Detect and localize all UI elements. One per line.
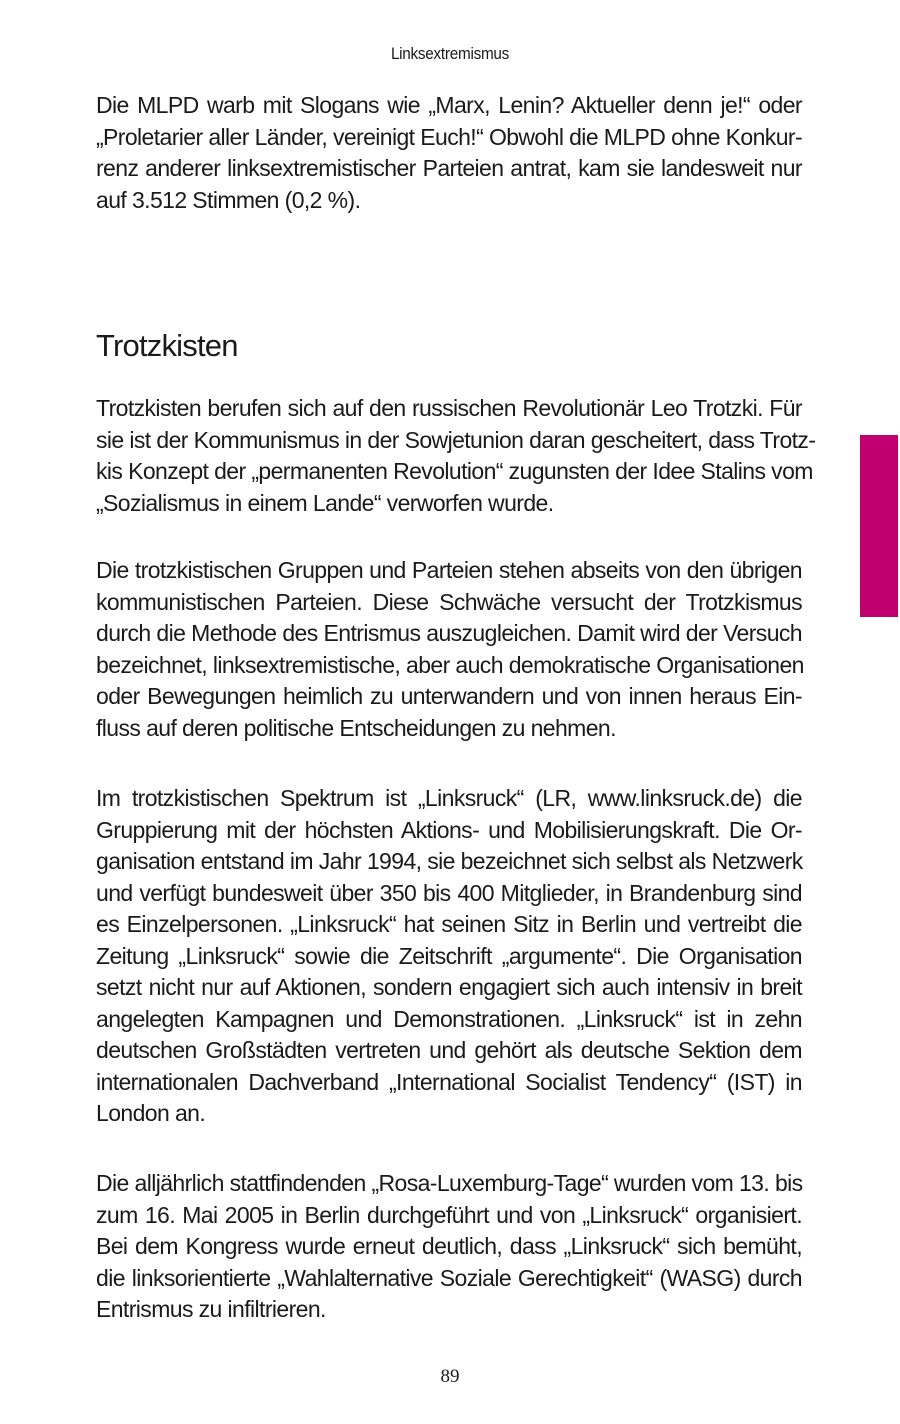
paragraph-trotzkisten-intro bbox=[96, 393, 816, 519]
text-line: kis Konzept der „permanenten Revolution“ zugunsten der Idee Stalins vom bbox=[96, 458, 813, 484]
text-line: fluss auf deren politische Entscheidungen zu nehmen. bbox=[96, 714, 616, 741]
text-line: internationalen Dachverband „International Socialist Tendency“ (IST) in bbox=[96, 1068, 802, 1095]
text-line: Bei dem Kongress wurde erneut deutlich, dass „Linksruck“ sich bemüht, bbox=[96, 1233, 802, 1259]
text-line: deutschen Großstädten vertreten und gehört als deutsche Sektion dem bbox=[96, 1037, 802, 1063]
text-line: angelegten Kampagnen und Demonstrationen. „Linksruck“ ist in zehn bbox=[96, 1005, 802, 1032]
text-line: Entrismus zu infiltrieren. bbox=[96, 1296, 326, 1322]
text-line: „Sozialismus in einem Lande“ verworfen wurde. bbox=[96, 489, 554, 516]
text-line: kommunistischen Parteien. Diese Schwäche versucht der Trotzkismus bbox=[96, 588, 802, 615]
text-line: sie ist der Kommunismus in der Sowjetunion daran gescheitert, dass Trotz- bbox=[96, 426, 816, 453]
text-line: „Proletarier aller Länder, vereinigt Euch!“ Obwohl die MLPD ohne Konkur- bbox=[96, 123, 802, 150]
text-line: zum 16. Mai 2005 in Berlin durchgeführt und von „Linksruck“ organisiert. bbox=[96, 1201, 802, 1228]
text-line: setzt nicht nur auf Aktionen, sondern engagiert sich auch intensiv in breit bbox=[96, 974, 802, 1000]
paragraph-entrismus bbox=[96, 555, 802, 744]
page-number: 89 bbox=[440, 1366, 460, 1387]
chapter-tab-marker bbox=[860, 435, 898, 617]
paragraph-linksruck bbox=[96, 783, 802, 1130]
running-head: Linksextremismus bbox=[390, 44, 510, 63]
text-line: es Einzelpersonen. „Linksruck“ hat seinen Sitz in Berlin und vertreibt die bbox=[96, 911, 802, 937]
text-line: Trotzkisten berufen sich auf den russischen Revolutionär Leo Trotzki. Für bbox=[96, 395, 802, 421]
text-line: durch die Methode des Entrismus auszugleichen. Damit wird der Versuch bbox=[96, 620, 802, 646]
section-heading: Trotzkisten bbox=[96, 328, 238, 363]
text-line: Die alljährlich stattfindenden „Rosa-Luxemburg-Tage“ wurden vom 13. bis bbox=[96, 1170, 803, 1196]
text-line: Die trotzkistischen Gruppen und Parteien stehen abseits von den übrigen bbox=[96, 557, 802, 583]
text-line: ganisation entstand im Jahr 1994, sie bezeichnet sich selbst als Netzwerk bbox=[96, 848, 803, 874]
text-line: oder Bewegungen heimlich zu unterwandern und von innen heraus Ein- bbox=[96, 683, 802, 709]
text-line: auf 3.512 Stimmen (0,2 %). bbox=[96, 186, 361, 213]
text-line: Zeitung „Linksruck“ sowie die Zeitschrift „argumente“. Die Organisation bbox=[96, 942, 802, 969]
text-line: und verfügt bundesweit über 350 bis 400 Mitglieder, in Brandenburg sind bbox=[96, 879, 802, 906]
paragraph-rosa-luxemburg-tage bbox=[96, 1168, 802, 1326]
text-line: Gruppierung mit der höchsten Aktions- und Mobilisierungskraft. Die Or- bbox=[96, 816, 802, 843]
text-line: Die MLPD warb mit Slogans wie „Marx, Lenin? Aktueller denn je!“ oder bbox=[96, 92, 802, 118]
text-line: renz anderer linksextremistischer Parteien antrat, kam sie landesweit nur bbox=[96, 155, 802, 181]
text-line: die linksorientierte „Wahlalternative Soziale Gerechtigkeit“ (WASG) durch bbox=[96, 1264, 802, 1291]
text-line: London an. bbox=[96, 1100, 206, 1126]
text-line: Im trotzkistischen Spektrum ist „Linksruck“ (LR, www.linksruck.de) die bbox=[96, 785, 802, 811]
text-line: bezeichnet, linksextremistische, aber auch demokratische Organisationen bbox=[96, 651, 804, 678]
intro-paragraph bbox=[96, 90, 802, 216]
